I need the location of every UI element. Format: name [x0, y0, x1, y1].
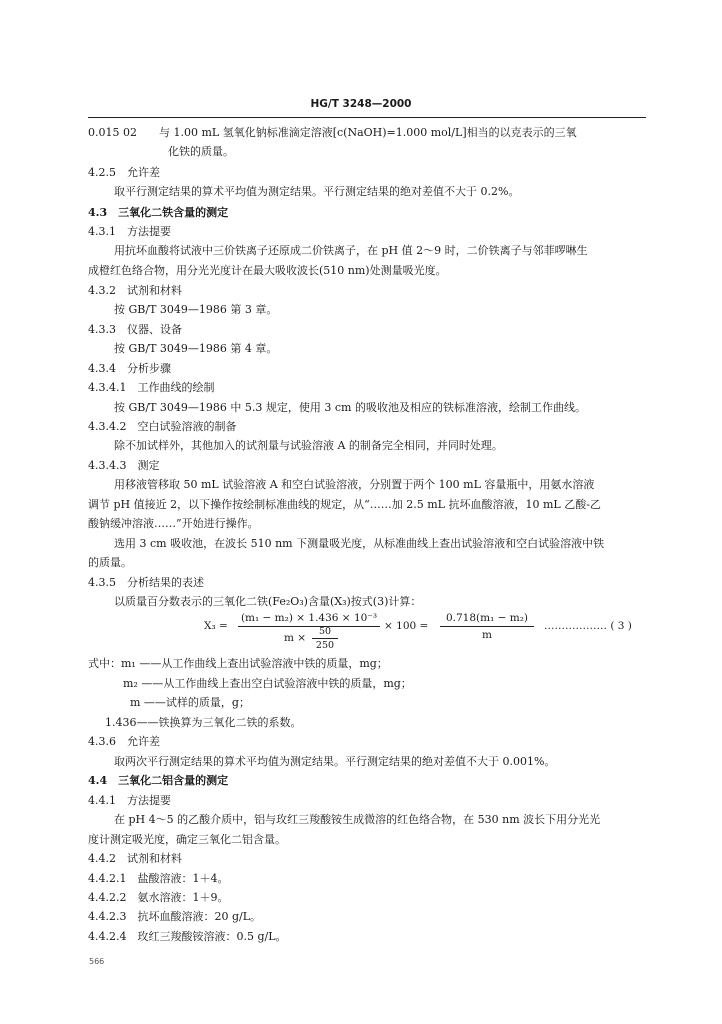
text-line: 选用 3 cm 吸收池，在波长 510 nm 下测量吸光度，从标准曲线上查出试验溶液和空白试验溶液中铁 [114, 537, 605, 550]
text-line: 化铁的质量。 [168, 145, 234, 158]
text-line: 度计测定吸光度，确定三氧化二铝含量。 [88, 833, 286, 846]
list-item: 4.4.2.1 盐酸溶液：1＋4。 [88, 872, 229, 885]
section-heading: 4.3.6 允许差 [88, 735, 160, 748]
section-heading: 4.3.3 仪器、设备 [88, 323, 182, 336]
text-line: 0.015 02 与 1.00 mL 氢氧化钠标准滴定溶液[c(NaOH)=1.000 mol/L]相当的以克表示的三氧 [88, 126, 577, 139]
section-heading: 4.3.5 分析结果的表述 [88, 576, 204, 589]
formula-lhs: X₃ = [204, 620, 228, 632]
section-heading: 4.3.4.3 测定 [88, 459, 160, 472]
text-line: 取平行测定结果的算术平均值为测定结果。平行测定结果的绝对差值不大于 0.2%。 [114, 185, 520, 198]
text-line: 的质量。 [88, 556, 132, 569]
inner-fraction-bar [312, 638, 338, 639]
formula-denominator-2: m [482, 629, 492, 641]
text-line: 按 GB/T 3049—1986 中 5.3 规定，使用 3 cm 的吸收池及相应的铁标准溶液，绘制工作曲线。 [114, 401, 586, 414]
variable-definition: 式中：m₁ ——从工作曲线上查出试验溶液中铁的质量，mg； [88, 657, 388, 670]
variable-definition: m ——试样的质量，g； [130, 696, 250, 709]
text-line: 成橙红色络合物，用分光光度计在最大吸收波长(510 nm)处测量吸光度。 [88, 264, 447, 277]
fraction-bar-1 [238, 626, 380, 627]
section-heading: 4.2.5 允许差 [88, 166, 160, 179]
formula-denominator-prefix: m × [284, 632, 307, 644]
equation-number: ……………… ( 3 ) [544, 620, 632, 632]
section-heading: 4.4.1 方法提要 [88, 794, 171, 807]
text-line: 用移液管移取 50 mL 试验溶液 A 和空白试验溶液，分别置于两个 100 mL 容量瓶中，用氨水溶液 [114, 478, 595, 491]
text-line: 按 GB/T 3049—1986 第 4 章。 [114, 342, 278, 355]
section-heading: 4.4.2 试剂和材料 [88, 852, 182, 865]
text-line: 调节 pH 值接近 2，以下操作按绘制标准曲线的规定，从“……加 2.5 mL 抗坏血酸溶液，10 mL 乙酸-乙 [88, 498, 601, 511]
list-item: 4.4.2.4 玫红三羧酸铵溶液：0.5 g/L。 [88, 930, 287, 943]
formula-numerator-1: (m₁ − m₂) × 1.436 × 10⁻³ [240, 612, 378, 624]
section-heading: 4.3.4 分析步骤 [88, 362, 171, 375]
section-heading: 4.3.4.1 工作曲线的绘制 [88, 381, 215, 394]
header-rule [88, 117, 646, 118]
text-line: 用抗坏血酸将试液中三价铁离子还原成二价铁离子，在 pH 值 2～9 时，二价铁离子与邻菲啰啉生 [114, 244, 588, 257]
variable-definition: m₂ ——从工作曲线上查出空白试验溶液中铁的质量，mg； [123, 677, 412, 690]
text-line: 按 GB/T 3049—1986 第 3 章。 [114, 303, 278, 316]
section-heading: 4.3.2 试剂和材料 [88, 284, 182, 297]
formula-numerator-2: 0.718(m₁ − m₂) [445, 612, 529, 624]
section-heading: 4.4 三氧化二铝含量的测定 [88, 774, 229, 787]
list-item: 4.4.2.3 抗坏血酸溶液：20 g/L。 [88, 910, 262, 923]
page-number: 566 [89, 957, 105, 966]
text-line: 在 pH 4～5 的乙酸介质中，铝与玫红三羧酸铵生成微溶的红色络合物，在 530 nm 波长下用分光光 [114, 813, 601, 826]
list-item: 4.4.2.2 氨水溶液：1＋9。 [88, 891, 229, 904]
inner-numerator: 50 [318, 626, 332, 637]
section-heading: 4.3.4.2 空白试验溶液的制备 [88, 420, 237, 433]
section-heading: 4.3.1 方法提要 [88, 225, 171, 238]
text-line: 除不加试样外，其他加入的试剂量与试验溶液 A 的制备完全相同，并同时处理。 [114, 439, 503, 452]
variable-definition: 1.436——铁换算为三氧化二铁的系数。 [105, 716, 302, 729]
text-line: 以质量百分数表示的三氧化二铁(Fe₂O₃)含量(X₃)按式(3)计算： [114, 595, 422, 608]
text-line: 取两次平行测定结果的算术平均值为测定结果。平行测定结果的绝对差值不大于 0.001%。 [114, 755, 556, 768]
section-heading: 4.3 三氧化二铁含量的测定 [88, 206, 229, 219]
formula-times-100: × 100 = [384, 620, 429, 632]
standard-header: HG/T 3248—2000 [310, 98, 412, 110]
text-line: 酸钠缓冲溶液……”开始进行操作。 [88, 517, 259, 530]
fraction-bar-2 [440, 626, 534, 627]
inner-denominator: 250 [315, 640, 335, 651]
